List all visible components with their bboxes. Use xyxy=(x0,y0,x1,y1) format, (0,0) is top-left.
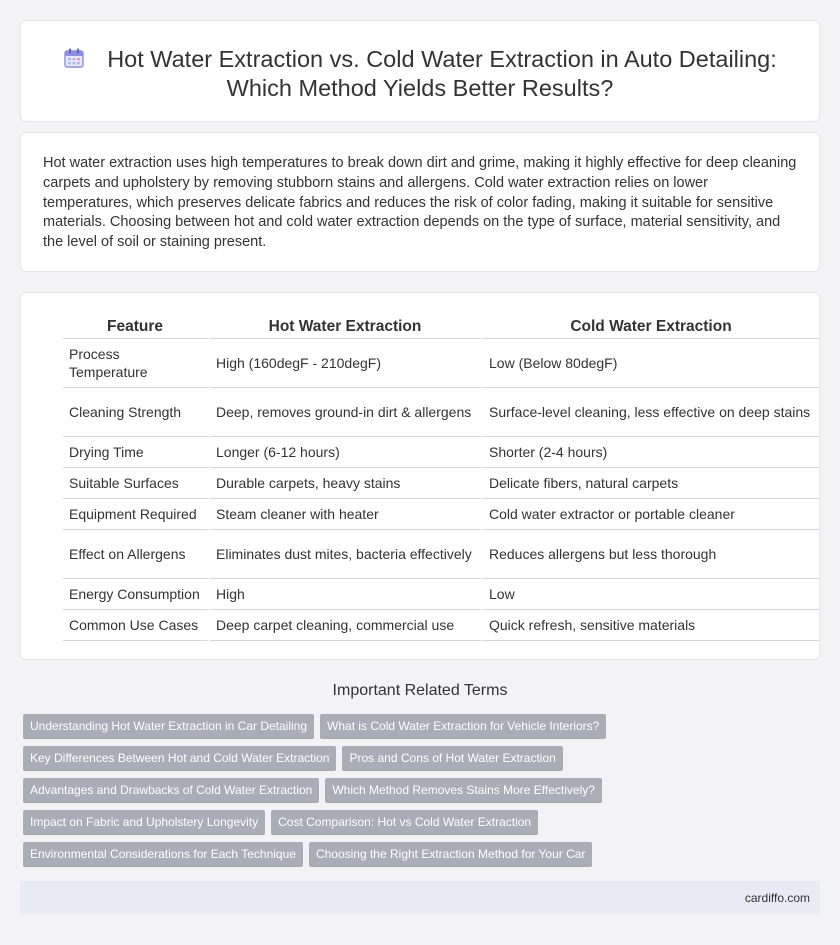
table-row xyxy=(63,437,819,468)
cold-cell: Shorter (2-4 hours) xyxy=(483,437,819,468)
intro-paragraph: Hot water extraction uses high temperatures to break down dirt and grime, making it highly effective for deep cleaning carpets and upholstery by removing stubborn stains and allergens. Cold water extraction relies on lower temperatures, which preserves delicate fabrics and reduces the risk of color fading, making it suitable for sensitive materials. Choosing between hot and cold water extraction depends on the type of surface, material sensitivity, and the level of soil or staining present. xyxy=(43,155,797,251)
table-row xyxy=(63,610,819,641)
related-term-link[interactable]: Cost Comparison: Hot vs Cold Water Extraction xyxy=(271,810,538,835)
hot-cell: Durable carpets, heavy stains xyxy=(210,468,483,499)
hot-cell: High (160degF - 210degF) xyxy=(210,339,483,388)
cold-cell: Surface-level cleaning, less effective on deep stains xyxy=(483,388,819,437)
hot-cell: Deep, removes ground-in dirt & allergens xyxy=(210,388,483,437)
hot-cell: Deep carpet cleaning, commercial use xyxy=(210,610,483,641)
feature-cell: Common Use Cases xyxy=(63,610,210,641)
related-term-link[interactable]: Understanding Hot Water Extraction in Car Detailing xyxy=(23,714,314,739)
feature-cell: Suitable Surfaces xyxy=(63,468,210,499)
table-row xyxy=(63,339,819,388)
table-header-row xyxy=(63,316,819,339)
cold-cell: Quick refresh, sensitive materials xyxy=(483,610,819,641)
hot-cell: High xyxy=(210,579,483,610)
related-term-link[interactable]: Choosing the Right Extraction Method for Your Car xyxy=(309,842,592,867)
cold-cell: Reduces allergens but less thorough xyxy=(483,530,819,579)
cold-cell: Delicate fibers, natural carpets xyxy=(483,468,819,499)
related-terms-list xyxy=(23,714,813,874)
column-header-hot: Hot Water Extraction xyxy=(210,316,483,339)
cold-cell: Low (Below 80degF) xyxy=(483,339,819,388)
feature-cell: Cleaning Strength xyxy=(63,388,210,437)
calendar-icon xyxy=(63,47,85,69)
feature-cell: Equipment Required xyxy=(63,499,210,530)
hot-cell: Longer (6-12 hours) xyxy=(210,437,483,468)
table-row xyxy=(63,388,819,437)
page-title-line-2: Which Method Yields Better Results? xyxy=(226,75,614,101)
page-title-line-1 xyxy=(21,45,819,74)
page-title-text-1: Hot Water Extraction vs. Cold Water Extraction in Auto Detailing: xyxy=(107,46,777,72)
footer-site-link[interactable]: cardiffo.com xyxy=(744,891,810,905)
cold-cell: Cold water extractor or portable cleaner xyxy=(483,499,819,530)
intro-card xyxy=(20,132,820,272)
hot-cell: Steam cleaner with heater xyxy=(210,499,483,530)
table-row xyxy=(63,468,819,499)
table-row xyxy=(63,530,819,579)
title-card xyxy=(20,20,820,122)
related-term-link[interactable]: Pros and Cons of Hot Water Extraction xyxy=(342,746,562,771)
column-header-cold: Cold Water Extraction xyxy=(483,316,819,339)
related-term-link[interactable]: Key Differences Between Hot and Cold Water Extraction xyxy=(23,746,336,771)
related-term-link[interactable]: Advantages and Drawbacks of Cold Water Extraction xyxy=(23,778,319,803)
feature-cell: Drying Time xyxy=(63,437,210,468)
related-term-link[interactable]: Impact on Fabric and Upholstery Longevity xyxy=(23,810,265,835)
hot-cell: Eliminates dust mites, bacteria effectively xyxy=(210,530,483,579)
comparison-table-card xyxy=(20,292,820,660)
feature-cell: Energy Consumption xyxy=(63,579,210,610)
feature-cell: Process Temperature xyxy=(63,339,210,388)
related-terms-heading: Important Related Terms xyxy=(332,682,508,699)
feature-cell: Effect on Allergens xyxy=(63,530,210,579)
table-row xyxy=(63,499,819,530)
related-term-link[interactable]: Environmental Considerations for Each Technique xyxy=(23,842,303,867)
footer xyxy=(20,881,820,914)
related-term-link[interactable]: Which Method Removes Stains More Effectively? xyxy=(325,778,602,803)
related-term-link[interactable]: What is Cold Water Extraction for Vehicle Interiors? xyxy=(320,714,606,739)
column-header-feature: Feature xyxy=(63,316,210,339)
comparison-table xyxy=(63,316,819,641)
table-row xyxy=(63,579,819,610)
cold-cell: Low xyxy=(483,579,819,610)
page-title xyxy=(21,45,819,103)
